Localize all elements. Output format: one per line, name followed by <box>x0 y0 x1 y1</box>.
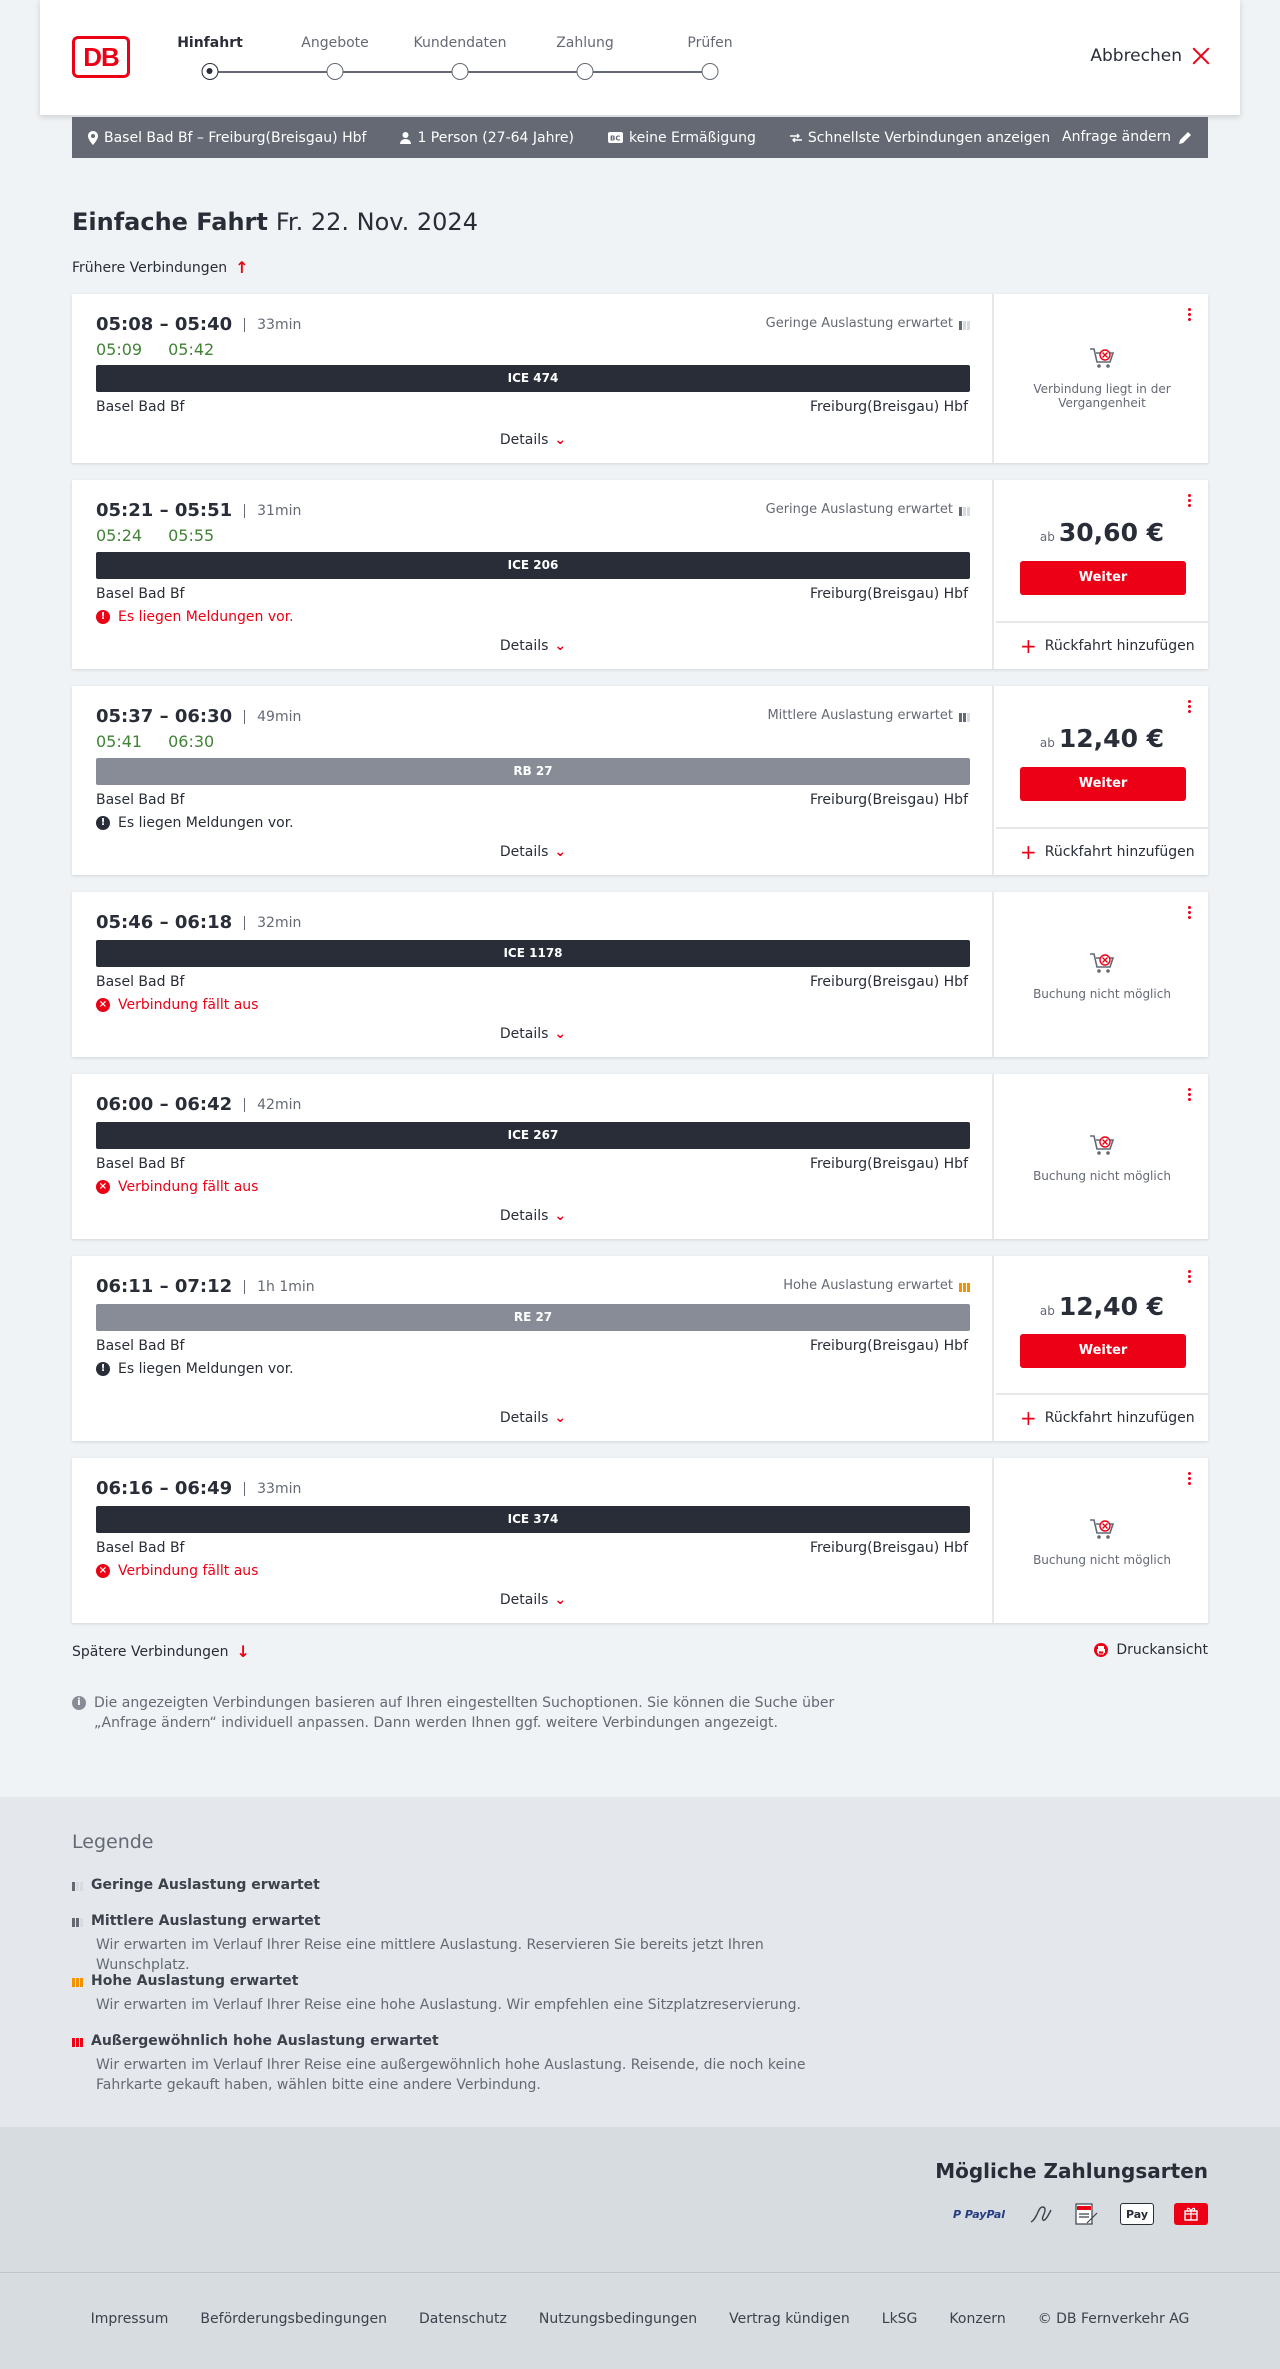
time-range: 05:46 – 06:18 <box>96 912 233 933</box>
legend-item-medium <box>72 1913 852 1975</box>
realtime-times <box>96 340 240 359</box>
info-note <box>72 1693 852 1733</box>
fastest-summary <box>790 130 1050 146</box>
train-bar[interactable]: ICE 1178 <box>96 940 970 967</box>
connection-times <box>96 1094 301 1115</box>
origin-station: Basel Bad Bf <box>96 399 185 415</box>
offer-panel <box>996 480 1208 669</box>
legend-item-title: Geringe Auslastung erwartet <box>91 1877 320 1893</box>
price-value: 30,60 € <box>1058 518 1165 547</box>
offer-panel <box>996 1256 1208 1441</box>
payment-methods-section <box>0 2127 1280 2272</box>
train-bar[interactable]: ICE 206 <box>96 552 970 579</box>
price <box>996 518 1208 547</box>
offer-panel <box>996 1074 1208 1239</box>
connection-main <box>72 1256 994 1441</box>
info-alert-icon: ! <box>96 1362 110 1376</box>
connection-times <box>96 500 301 521</box>
origin-station: Basel Bad Bf <box>96 1540 185 1556</box>
occupancy-indicator <box>766 316 970 331</box>
paypal-icon: P PayPal <box>952 2207 1006 2221</box>
step-pruefen: Prüfen <box>687 35 733 51</box>
paypal-label: PayPal <box>964 2207 1006 2221</box>
info-icon: i <box>72 1696 86 1710</box>
legend-item-desc: Wir erwarten im Verlauf Ihrer Reise eine hohe Auslastung. Wir empfehlen eine Sitzplatzreservierung. <box>96 1997 801 2013</box>
legend-item-title: Hohe Auslastung erwartet <box>91 1973 299 1989</box>
bahncard-icon <box>608 132 623 143</box>
connection-card[interactable] <box>72 892 1208 1057</box>
realtime-departure: 05:24 <box>96 526 143 545</box>
occupancy-medium-icon <box>959 710 970 722</box>
connection-times <box>96 1478 301 1499</box>
destination-station: Freiburg(Breisgau) Hbf <box>809 792 968 808</box>
plus-icon: + <box>1020 634 1037 658</box>
destination-station: Freiburg(Breisgau) Hbf <box>809 1540 968 1556</box>
connection-card[interactable] <box>72 1458 1208 1623</box>
duration: 31min <box>244 504 301 518</box>
destination-station: Freiburg(Breisgau) Hbf <box>809 399 968 415</box>
footer-link-befoerderungsbedingungen[interactable]: Beförderungsbedingungen <box>200 2311 387 2327</box>
details-toggle[interactable] <box>72 638 994 654</box>
message-text: Verbindung fällt aus <box>118 997 259 1013</box>
duration: 49min <box>244 710 301 724</box>
header <box>40 0 1240 115</box>
add-return-label: Rückfahrt hinzufügen <box>1044 1410 1195 1426</box>
step-dot-angebote <box>327 63 344 80</box>
offer-panel <box>996 686 1208 875</box>
status-text: Buchung nicht möglich <box>1033 1169 1171 1183</box>
chevron-down-icon: ⌄ <box>554 1410 567 1426</box>
connection-times <box>96 706 301 727</box>
footer-link-lksg[interactable]: LkSG <box>881 2311 918 2327</box>
occupancy-text: Geringe Auslastung erwartet <box>765 316 953 331</box>
connection-card[interactable] <box>72 1074 1208 1239</box>
footer-links <box>0 2311 1280 2327</box>
offer-panel <box>996 294 1208 463</box>
occupancy-low-icon <box>72 1879 83 1891</box>
cart-blocked-icon <box>1089 1133 1115 1157</box>
details-label: Details <box>499 844 549 860</box>
footer <box>0 2272 1280 2369</box>
payment-title: Mögliche Zahlungsarten <box>935 2159 1208 2183</box>
pencil-icon <box>1179 131 1192 144</box>
add-return-button[interactable] <box>996 827 1208 875</box>
duration: 32min <box>244 916 301 930</box>
status-text: Buchung nicht möglich <box>1033 1553 1171 1567</box>
apple-pay-label: Pay <box>1125 2207 1149 2221</box>
change-request-button[interactable] <box>1062 129 1192 145</box>
step-dot-kundendaten <box>452 63 469 80</box>
printer-icon <box>1094 1643 1108 1657</box>
price <box>996 724 1208 753</box>
page-title <box>72 208 478 236</box>
legend-item-low <box>72 1877 852 1893</box>
legend-section <box>0 1797 1280 2127</box>
step-dot-pruefen <box>702 63 719 80</box>
time-range: 05:37 – 06:30 <box>96 706 233 727</box>
step-dot-hinfahrt <box>202 63 219 80</box>
print-label: Druckansicht <box>1116 1642 1208 1658</box>
continue-button[interactable]: Weiter <box>1020 1334 1186 1368</box>
sepa-icon <box>1074 2203 1100 2225</box>
route-summary <box>88 130 366 146</box>
more-options-icon[interactable] <box>1186 494 1192 509</box>
later-connections-link[interactable] <box>72 1642 250 1661</box>
train-bar[interactable]: ICE 474 <box>96 365 970 392</box>
origin-station: Basel Bad Bf <box>96 974 185 990</box>
origin-station: Basel Bad Bf <box>96 1156 185 1172</box>
cancel-x-icon: × <box>96 1564 110 1578</box>
discount-text: keine Ermäßigung <box>629 129 756 146</box>
realtime-times <box>96 526 240 545</box>
legend-item-desc: Wir erwarten im Verlauf Ihrer Reise eine mittlere Auslastung. Reservieren Sie bereits jetzt Ihren Wunschplatz. <box>96 1937 764 1973</box>
destination-station: Freiburg(Breisgau) Hbf <box>809 1156 968 1172</box>
message-text: Es liegen Meldungen vor. <box>118 1361 294 1377</box>
duration: 42min <box>244 1098 301 1112</box>
person-icon <box>400 132 411 144</box>
occupancy-text: Hohe Auslastung erwartet <box>783 1278 953 1293</box>
connection-times <box>96 912 301 933</box>
legend-item-desc: Wir erwarten im Verlauf Ihrer Reise eine außergewöhnlich hohe Auslastung. Reisende, die noch keine Fahrkarte gekauft haben, wählen bitte eine andere Verbindung. <box>96 2057 806 2093</box>
apple-pay-icon <box>1120 2203 1154 2225</box>
legend-item-high <box>72 1973 852 2015</box>
arrow-down-icon: ↓ <box>236 1642 250 1661</box>
price-prefix: ab <box>1039 736 1055 750</box>
continue-button[interactable]: Weiter <box>1020 561 1186 595</box>
arrow-up-icon: ↑ <box>235 258 249 277</box>
footer-link-impressum[interactable]: Impressum <box>90 2311 169 2327</box>
occupancy-low-icon <box>959 318 970 330</box>
realtime-departure: 05:41 <box>96 732 143 751</box>
change-request-label: Anfrage ändern <box>1062 129 1171 145</box>
price-value: 12,40 € <box>1058 1292 1165 1321</box>
more-options-icon[interactable] <box>1186 1270 1192 1285</box>
details-toggle[interactable] <box>72 432 994 448</box>
occupancy-high-icon <box>959 1280 970 1292</box>
footer-link-vertrag-kuendigen[interactable]: Vertrag kündigen <box>729 2311 850 2327</box>
legend-title: Legende <box>72 1831 154 1853</box>
legend-item-title: Außergewöhnlich hohe Auslastung erwartet <box>91 2033 439 2049</box>
connection-main <box>72 892 994 1057</box>
fastest-text: Schnellste Verbindungen anzeigen <box>807 129 1051 146</box>
message-text: Es liegen Meldungen vor. <box>118 609 294 625</box>
add-return-button[interactable] <box>996 621 1208 669</box>
connection-main <box>72 294 994 463</box>
add-return-button[interactable] <box>996 1393 1208 1441</box>
earlier-label: Frühere Verbindungen <box>72 259 228 276</box>
origin-station: Basel Bad Bf <box>96 1338 185 1354</box>
details-label: Details <box>499 1592 549 1608</box>
time-range: 06:16 – 06:49 <box>96 1478 233 1499</box>
message-notice <box>96 1361 294 1377</box>
occupancy-indicator <box>766 502 970 517</box>
message-notice <box>96 815 294 831</box>
discount-summary <box>608 130 756 146</box>
connection-card[interactable] <box>72 480 1208 669</box>
db-logo[interactable]: DB <box>72 36 130 78</box>
time-range: 05:21 – 05:51 <box>96 500 233 521</box>
chevron-down-icon: ⌄ <box>554 638 567 654</box>
offer-panel <box>996 1458 1208 1623</box>
connection-card[interactable] <box>72 686 1208 875</box>
connection-main <box>72 686 994 875</box>
cart-blocked-icon <box>1089 346 1115 370</box>
payment-icons <box>950 2203 1208 2225</box>
cancel-button[interactable] <box>1090 46 1210 66</box>
route-text: Basel Bad Bf – Freiburg(Breisgau) Hbf <box>104 129 367 146</box>
cancellation-notice <box>96 1179 258 1195</box>
details-label: Details <box>499 638 549 654</box>
occupancy-medium-icon <box>72 1915 83 1927</box>
direct-debit-icon <box>1028 2203 1054 2225</box>
add-return-label: Rückfahrt hinzufügen <box>1044 638 1195 654</box>
legend-item-extreme <box>72 2033 852 2095</box>
info-text: Die angezeigten Verbindungen basieren auf Ihren eingestellten Suchoptionen. Sie können die Suche über „Anfrage ändern“ individuell anpassen. Dann werden Ihnen ggf. weitere Verbindungen angezeigt. <box>94 1695 835 1731</box>
later-label: Spätere Verbindungen <box>72 1643 229 1660</box>
add-return-label: Rückfahrt hinzufügen <box>1044 844 1195 860</box>
details-label: Details <box>499 1026 549 1042</box>
print-view-link[interactable] <box>1094 1642 1208 1658</box>
trip-date: Fr. 22. Nov. 2024 <box>275 208 478 236</box>
trip-type: Einfache Fahrt <box>72 208 268 236</box>
connection-main <box>72 1074 994 1239</box>
details-toggle[interactable] <box>72 1026 994 1042</box>
duration: 1h 1min <box>244 1280 315 1294</box>
message-notice <box>96 609 294 625</box>
alert-icon: ! <box>96 610 110 624</box>
booking-status <box>996 1517 1208 1567</box>
cancellation-notice <box>96 1563 258 1579</box>
more-options-icon[interactable] <box>1186 1472 1192 1487</box>
duration: 33min <box>244 1482 301 1496</box>
connection-card[interactable] <box>72 1256 1208 1441</box>
train-bar[interactable]: RE 27 <box>96 1304 970 1331</box>
connection-main <box>72 480 994 669</box>
plus-icon: + <box>1020 840 1037 864</box>
earlier-connections-link[interactable] <box>72 258 249 277</box>
duration: 33min <box>244 318 301 332</box>
footer-link-konzern[interactable]: Konzern <box>949 2311 1006 2327</box>
message-text: Es liegen Meldungen vor. <box>118 815 294 831</box>
footer-link-nutzungsbedingungen[interactable]: Nutzungsbedingungen <box>538 2311 698 2327</box>
details-toggle[interactable] <box>72 844 994 860</box>
details-toggle[interactable] <box>72 1592 994 1608</box>
chevron-down-icon: ⌄ <box>554 1208 567 1224</box>
time-range: 05:08 – 05:40 <box>96 314 233 335</box>
booking-status <box>996 346 1208 410</box>
occupancy-text: Mittlere Auslastung erwartet <box>767 708 953 723</box>
cart-blocked-icon <box>1089 1517 1115 1541</box>
continue-button[interactable]: Weiter <box>1020 767 1186 801</box>
details-label: Details <box>499 1410 549 1426</box>
step-zahlung: Zahlung <box>556 35 614 51</box>
connection-main <box>72 1458 994 1623</box>
occupancy-high-icon <box>72 1975 83 1987</box>
legend-item-title: Mittlere Auslastung erwartet <box>91 1913 321 1929</box>
close-icon <box>1192 47 1210 65</box>
realtime-departure: 05:09 <box>96 340 143 359</box>
chevron-down-icon: ⌄ <box>554 1026 567 1042</box>
more-options-icon[interactable] <box>1186 906 1192 921</box>
location-pin-icon <box>88 131 98 145</box>
message-text: Verbindung fällt aus <box>118 1179 259 1195</box>
more-options-icon[interactable] <box>1186 700 1192 715</box>
status-text: Buchung nicht möglich <box>1033 987 1171 1001</box>
price-value: 12,40 € <box>1058 724 1165 753</box>
destination-station: Freiburg(Breisgau) Hbf <box>809 974 968 990</box>
booking-status <box>996 951 1208 1001</box>
time-range: 06:11 – 07:12 <box>96 1276 233 1297</box>
chevron-down-icon: ⌄ <box>554 844 567 860</box>
connection-times <box>96 314 301 335</box>
details-toggle[interactable] <box>72 1208 994 1224</box>
connection-card[interactable] <box>72 294 1208 463</box>
footer-copyright: © DB Fernverkehr AG <box>1037 2311 1190 2327</box>
destination-station: Freiburg(Breisgau) Hbf <box>809 586 968 602</box>
passenger-text: 1 Person (27-64 Jahre) <box>417 129 574 146</box>
status-text: Verbindung liegt in der Vergangenheit <box>1033 382 1171 410</box>
connection-times <box>96 1276 315 1297</box>
details-label: Details <box>499 432 549 448</box>
more-options-icon[interactable] <box>1186 308 1192 323</box>
step-kundendaten: Kundendaten <box>413 35 507 51</box>
svg-text:BC: BC <box>610 134 621 143</box>
chevron-down-icon: ⌄ <box>554 432 567 448</box>
cart-blocked-icon <box>1089 951 1115 975</box>
realtime-arrival: 05:42 <box>168 340 215 359</box>
cancellation-notice <box>96 997 258 1013</box>
realtime-arrival: 05:55 <box>168 526 215 545</box>
offer-panel <box>996 892 1208 1057</box>
occupancy-extreme-icon <box>72 2035 83 2047</box>
details-toggle[interactable] <box>72 1410 994 1426</box>
cancel-x-icon: × <box>96 998 110 1012</box>
details-label: Details <box>499 1208 549 1224</box>
more-options-icon[interactable] <box>1186 1088 1192 1103</box>
search-summary-bar <box>72 117 1208 158</box>
destination-station: Freiburg(Breisgau) Hbf <box>809 1338 968 1354</box>
passenger-summary <box>400 130 574 146</box>
plus-icon: + <box>1020 1406 1037 1430</box>
step-dot-zahlung <box>577 63 594 80</box>
time-range: 06:00 – 06:42 <box>96 1094 233 1115</box>
message-text: Verbindung fällt aus <box>118 1563 259 1579</box>
realtime-arrival: 06:30 <box>168 732 215 751</box>
footer-link-datenschutz[interactable]: Datenschutz <box>418 2311 507 2327</box>
occupancy-low-icon <box>959 504 970 516</box>
step-angebote: Angebote <box>301 35 369 51</box>
price-prefix: ab <box>1039 530 1055 544</box>
cancel-x-icon: × <box>96 1180 110 1194</box>
origin-station: Basel Bad Bf <box>96 586 185 602</box>
price-prefix: ab <box>1039 1304 1055 1318</box>
info-alert-icon: ! <box>96 816 110 830</box>
booking-status <box>996 1133 1208 1183</box>
realtime-times <box>96 732 240 751</box>
voucher-icon <box>1174 2203 1208 2225</box>
train-bar[interactable]: RB 27 <box>96 758 970 785</box>
origin-station: Basel Bad Bf <box>96 792 185 808</box>
chevron-down-icon: ⌄ <box>554 1592 567 1608</box>
cancel-label: Abbrechen <box>1090 46 1182 66</box>
train-bar[interactable]: ICE 374 <box>96 1506 970 1533</box>
price <box>996 1292 1208 1321</box>
train-bar[interactable]: ICE 267 <box>96 1122 970 1149</box>
occupancy-text: Geringe Auslastung erwartet <box>765 502 953 517</box>
occupancy-indicator <box>767 708 970 723</box>
occupancy-indicator <box>783 1278 970 1293</box>
swap-arrows-icon <box>790 133 802 143</box>
step-hinfahrt: Hinfahrt <box>177 35 243 51</box>
